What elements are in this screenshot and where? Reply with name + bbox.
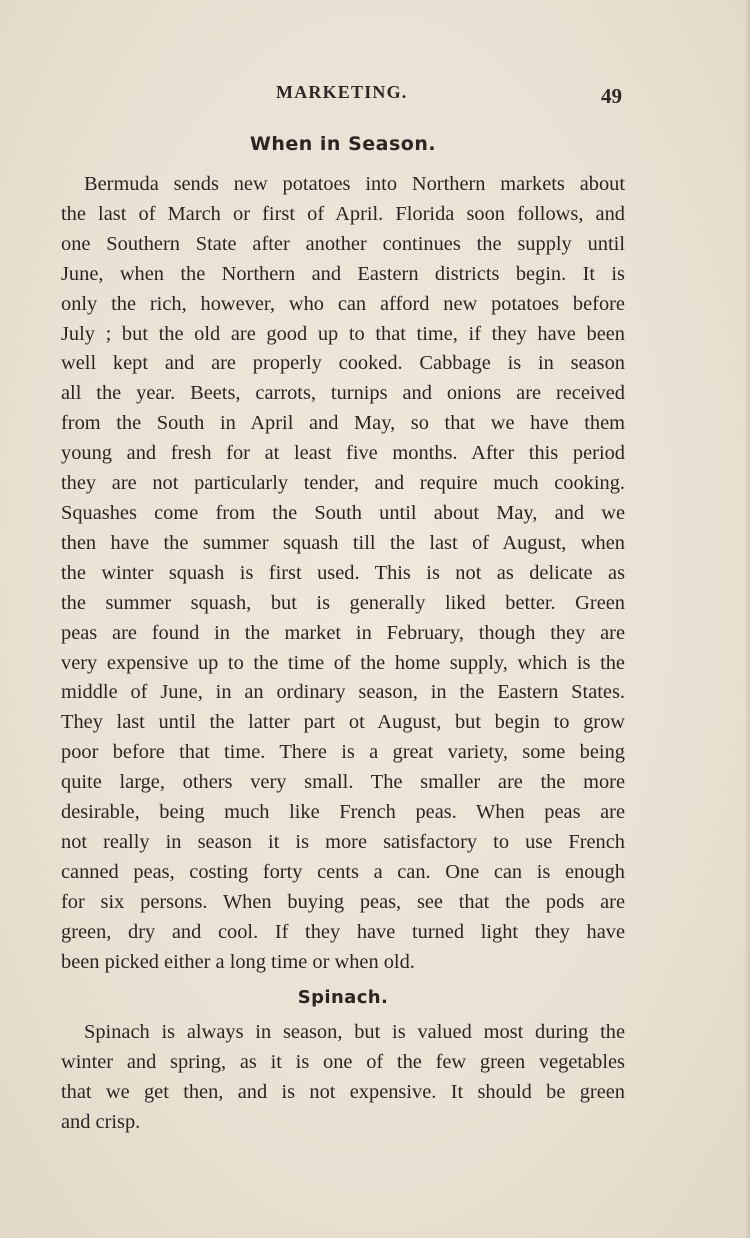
text-line: Squashes come from the South until about May, and we xyxy=(61,501,625,524)
text-line: winter and spring, as it is one of the few green vegetables xyxy=(61,1050,625,1073)
section-heading-spinach: Spinach. xyxy=(297,987,389,1008)
text-line: young and fresh for at least five months. After this period xyxy=(61,442,625,465)
text-line: that we get then, and is not expensive. It should be green xyxy=(61,1080,625,1103)
text-line: very expensive up to the time of the home supply, which is the xyxy=(61,651,625,674)
text-line: poor before that time. There is a great variety, some being xyxy=(61,741,625,764)
text-line: middle of June, in an ordinary season, in the Eastern States. xyxy=(61,681,625,704)
running-title: MARKETING. xyxy=(276,82,408,102)
text-line: July ; but the old are good up to that time, if they have been xyxy=(61,322,625,345)
text-line: June, when the Northern and Eastern districts begin. It is xyxy=(61,262,625,285)
text-line: They last until the latter part ot August, but begin to grow xyxy=(61,711,625,734)
text-line: for six persons. When buying peas, see that the pods are xyxy=(61,890,625,913)
text-line: peas are found in the market in February, though they are xyxy=(61,621,625,644)
text-line: then have the summer squash till the last of August, when xyxy=(61,531,625,554)
running-head xyxy=(0,82,750,112)
text-line: canned peas, costing forty cents a can. One can is enough xyxy=(61,860,625,883)
text-line: from the South in April and May, so that we have them xyxy=(61,412,625,435)
section-heading-when-in-season: When in Season. xyxy=(249,133,437,155)
text-line: quite large, others very small. The smaller are the more xyxy=(61,771,625,794)
text-line: the last of March or first of April. Florida soon follows, and xyxy=(61,202,625,225)
text-line: well kept and are properly cooked. Cabbage is in season xyxy=(61,352,625,375)
text-line: been picked either a long time or when old. xyxy=(61,950,415,973)
text-line: one Southern State after another continues the supply until xyxy=(61,232,625,255)
text-line: Bermuda sends new potatoes into Northern markets about xyxy=(84,173,625,195)
text-line: desirable, being much like French peas. When peas are xyxy=(61,801,625,824)
text-line: they are not particularly tender, and require much cooking. xyxy=(61,472,625,495)
text-line: and crisp. xyxy=(61,1110,141,1133)
text-line: not really in season it is more satisfactory to use French xyxy=(61,830,625,853)
page-number: 49 xyxy=(601,84,622,108)
paragraph-spinach xyxy=(61,1018,625,1138)
text-line: all the year. Beets, carrots, turnips and onions are received xyxy=(61,382,625,405)
text-line: the winter squash is first used. This is not as delicate as xyxy=(61,561,625,584)
text-line: the summer squash, but is generally liked better. Green xyxy=(61,591,625,614)
paragraph-when-in-season xyxy=(61,170,625,977)
page-edge-shadow xyxy=(744,0,750,1238)
text-line: green, dry and cool. If they have turned light they have xyxy=(61,920,625,943)
text-line: Spinach is always in season, but is valued most during the xyxy=(84,1021,625,1043)
text-line: only the rich, however, who can afford new potatoes before xyxy=(61,292,625,315)
